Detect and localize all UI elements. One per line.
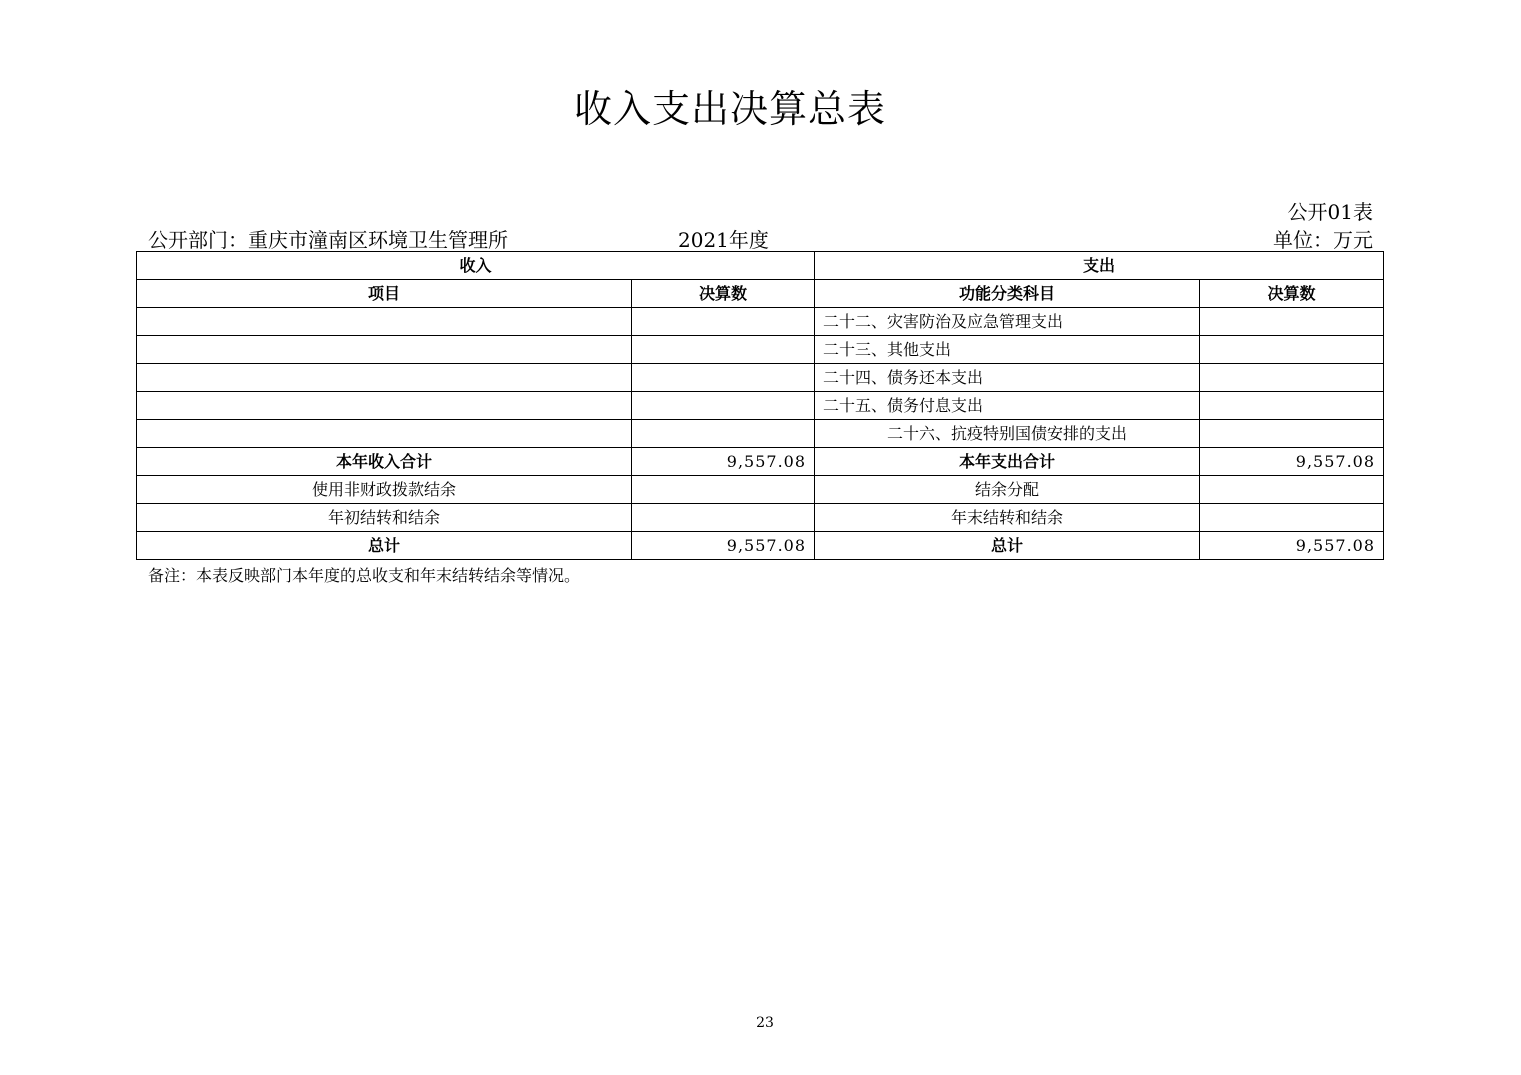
unit-label: 单位：万元: [1273, 228, 1373, 252]
meta-row: [148, 224, 1373, 252]
income-amount-cell: [632, 420, 815, 448]
expense-item-cell: 二十三、其他支出: [815, 336, 1200, 364]
nonfiscal-surplus-label: 使用非财政拨款结余: [137, 476, 632, 504]
col-header-amount: 决算数: [632, 280, 815, 308]
table-row: [137, 336, 1384, 364]
table-column-header-row: [137, 280, 1384, 308]
expense-header: 支出: [815, 252, 1384, 280]
end-carryover-label: 年末结转和结余: [815, 504, 1200, 532]
table-row: [137, 392, 1384, 420]
expense-total-value: 9,557.08: [1200, 448, 1384, 476]
income-amount-cell: [632, 392, 815, 420]
expense-amount-cell: [1200, 392, 1384, 420]
page-number: 23: [756, 1015, 774, 1031]
expense-item-cell: 二十六、抗疫特别国债安排的支出: [815, 420, 1200, 448]
table-row: [137, 504, 1384, 532]
expense-amount-cell: [1200, 420, 1384, 448]
nonfiscal-surplus-value: [632, 476, 815, 504]
col-header-item: 项目: [137, 280, 632, 308]
grand-total-income-label: 总计: [137, 532, 632, 560]
expense-item-cell: 二十五、债务付息支出: [815, 392, 1200, 420]
table-row: [137, 420, 1384, 448]
income-total-value: 9,557.08: [632, 448, 815, 476]
table-row: [137, 476, 1384, 504]
begin-carryover-label: 年初结转和结余: [137, 504, 632, 532]
department-label: 公开部门：重庆市潼南区环境卫生管理所: [148, 228, 508, 252]
surplus-distribution-value: [1200, 476, 1384, 504]
table-header-row: [137, 252, 1384, 280]
income-amount-cell: [632, 308, 815, 336]
footnote: 备注：本表反映部门本年度的总收支和年末结转结余等情况。: [148, 566, 581, 585]
col-header-amount-expense: 决算数: [1200, 280, 1384, 308]
expense-amount-cell: [1200, 364, 1384, 392]
expense-item-cell: 二十二、灾害防治及应急管理支出: [815, 308, 1200, 336]
income-amount-cell: [632, 336, 815, 364]
grand-total-expense-value: 9,557.08: [1200, 532, 1384, 560]
end-carryover-value: [1200, 504, 1384, 532]
grand-total-row: [137, 532, 1384, 560]
grand-total-income-value: 9,557.08: [632, 532, 815, 560]
col-header-function: 功能分类科目: [815, 280, 1200, 308]
income-item-cell: [137, 336, 632, 364]
income-item-cell: [137, 364, 632, 392]
annual-total-row: [137, 448, 1384, 476]
fiscal-year: 2021年度: [678, 228, 769, 252]
table-row: [137, 308, 1384, 336]
begin-carryover-value: [632, 504, 815, 532]
income-item-cell: [137, 420, 632, 448]
expense-amount-cell: [1200, 336, 1384, 364]
form-number: 公开01表: [1287, 200, 1373, 224]
expense-total-label: 本年支出合计: [815, 448, 1200, 476]
table-row: [137, 364, 1384, 392]
income-header: 收入: [137, 252, 815, 280]
income-total-label: 本年收入合计: [137, 448, 632, 476]
income-expense-table: [136, 251, 1384, 560]
grand-total-expense-label: 总计: [815, 532, 1200, 560]
page-title: 收入支出决算总表: [573, 87, 886, 131]
income-item-cell: [137, 392, 632, 420]
surplus-distribution-label: 结余分配: [815, 476, 1200, 504]
income-amount-cell: [632, 364, 815, 392]
expense-amount-cell: [1200, 308, 1384, 336]
expense-item-cell: 二十四、债务还本支出: [815, 364, 1200, 392]
income-item-cell: [137, 308, 632, 336]
